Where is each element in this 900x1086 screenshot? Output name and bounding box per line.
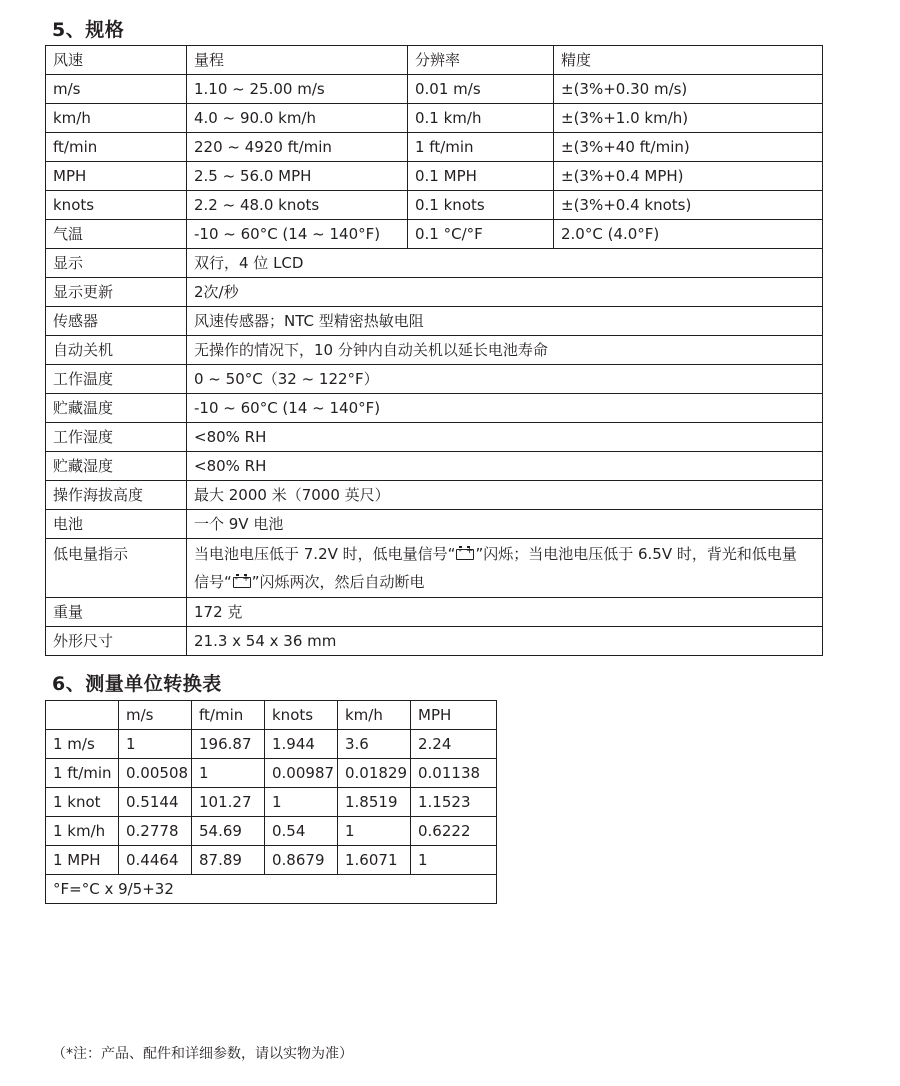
table-cell: 4.0 ~ 90.0 km/h: [187, 104, 408, 133]
table-cell: 一个 9V 电池: [187, 510, 823, 539]
table-cell: 1.1523: [411, 788, 497, 817]
table-cell: 0 ~ 50°C（32 ~ 122°F）: [187, 365, 823, 394]
table-cell: ±(3%+40 ft/min): [554, 133, 823, 162]
row-label: 传感器: [46, 307, 187, 336]
table-cell: <80% RH: [187, 452, 823, 481]
table-cell: 0.6222: [411, 817, 497, 846]
header-cell: [46, 701, 119, 730]
table-row-low-battery: [46, 539, 823, 598]
row-label: 电池: [46, 510, 187, 539]
table-cell: 2.2 ~ 48.0 knots: [187, 191, 408, 220]
table-cell: 87.89: [192, 846, 265, 875]
table-cell: -10 ~ 60°C (14 ~ 140°F): [187, 394, 823, 423]
table-row: [46, 394, 823, 423]
table-cell: 54.69: [192, 817, 265, 846]
table-cell: -10 ~ 60°C (14 ~ 140°F): [187, 220, 408, 249]
row-label: knots: [46, 191, 187, 220]
row-label: km/h: [46, 104, 187, 133]
table-cell: 2.24: [411, 730, 497, 759]
table-cell: 0.00508: [119, 759, 192, 788]
table-cell: 0.1 knots: [408, 191, 554, 220]
header-cell: MPH: [411, 701, 497, 730]
section-title-unit-conversion: 6、测量单位转换表: [52, 673, 222, 695]
table-cell: 无操作的情况下，10 分钟内自动关机以延长电池寿命: [187, 336, 823, 365]
table-row: [46, 249, 823, 278]
table-cell: ±(3%+0.4 knots): [554, 191, 823, 220]
table-row: [46, 598, 823, 627]
row-label: 1 knot: [46, 788, 119, 817]
table-row: [46, 133, 823, 162]
row-label: 操作海拔高度: [46, 481, 187, 510]
table-cell: 0.1 km/h: [408, 104, 554, 133]
footnote: （*注：产品、配件和详细参数，请以实物为准）: [52, 1046, 353, 1062]
row-label: 1 MPH: [46, 846, 119, 875]
table-cell: 172 克: [187, 598, 823, 627]
header-cell: ft/min: [192, 701, 265, 730]
table-row: [46, 817, 497, 846]
table-cell: 0.1 °C/°F: [408, 220, 554, 249]
table-cell: 0.00987: [265, 759, 338, 788]
table-cell: 2.0°C (4.0°F): [554, 220, 823, 249]
table-row: [46, 162, 823, 191]
table-cell: 101.27: [192, 788, 265, 817]
table-cell: 1: [411, 846, 497, 875]
table-cell: <80% RH: [187, 423, 823, 452]
table-row: [46, 759, 497, 788]
table-header-row: [46, 701, 497, 730]
table-cell: ±(3%+0.4 MPH): [554, 162, 823, 191]
table-cell: 1 ft/min: [408, 133, 554, 162]
row-label: 1 m/s: [46, 730, 119, 759]
table-cell: 2次/秒: [187, 278, 823, 307]
table-cell: 3.6: [338, 730, 411, 759]
row-label: 外形尺寸: [46, 627, 187, 656]
header-cell: 精度: [554, 46, 823, 75]
row-label: 工作温度: [46, 365, 187, 394]
table-row: [46, 104, 823, 133]
table-row: [46, 452, 823, 481]
row-label: 自动关机: [46, 336, 187, 365]
low-battery-text: 当电池电压低于 7.2V 时，低电量信号“: [194, 545, 456, 563]
table-cell: 1: [338, 817, 411, 846]
header-cell: 分辨率: [408, 46, 554, 75]
table-row: [46, 191, 823, 220]
table-row: [46, 730, 497, 759]
table-cell: 21.3 x 54 x 36 mm: [187, 627, 823, 656]
unit-conversion-table: [45, 700, 497, 904]
table-cell: 220 ~ 4920 ft/min: [187, 133, 408, 162]
table-cell: 0.1 MPH: [408, 162, 554, 191]
table-row-formula: [46, 875, 497, 904]
row-label: 贮藏湿度: [46, 452, 187, 481]
battery-icon: [233, 577, 251, 588]
header-cell: m/s: [119, 701, 192, 730]
table-row: [46, 278, 823, 307]
table-row: [46, 510, 823, 539]
table-row: [46, 365, 823, 394]
table-cell: 0.8679: [265, 846, 338, 875]
table-cell: 0.01138: [411, 759, 497, 788]
row-label: 显示更新: [46, 278, 187, 307]
table-cell: 1: [265, 788, 338, 817]
row-label: 贮藏温度: [46, 394, 187, 423]
table-cell: 1.10 ~ 25.00 m/s: [187, 75, 408, 104]
table-cell: 0.01829: [338, 759, 411, 788]
table-cell: 0.54: [265, 817, 338, 846]
table-cell: 0.2778: [119, 817, 192, 846]
table-cell: ±(3%+0.30 m/s): [554, 75, 823, 104]
table-cell: 0.4464: [119, 846, 192, 875]
table-row: [46, 336, 823, 365]
table-row: [46, 627, 823, 656]
section-title-specifications: 5、规格: [52, 19, 125, 41]
row-label: MPH: [46, 162, 187, 191]
row-label: ft/min: [46, 133, 187, 162]
battery-icon: [456, 549, 474, 560]
specifications-table: [45, 45, 823, 656]
row-label: 低电量指示: [46, 539, 187, 598]
header-cell: 风速: [46, 46, 187, 75]
table-cell: 1: [119, 730, 192, 759]
table-row: [46, 788, 497, 817]
table-cell: 1: [192, 759, 265, 788]
header-cell: 量程: [187, 46, 408, 75]
table-cell: ±(3%+1.0 km/h): [554, 104, 823, 133]
table-header-row: [46, 46, 823, 75]
low-battery-description: [187, 539, 823, 598]
table-row: [46, 423, 823, 452]
table-row: [46, 481, 823, 510]
table-row: [46, 307, 823, 336]
low-battery-text: ”闪烁两次，然后自动断电: [251, 573, 425, 591]
table-cell: 1.8519: [338, 788, 411, 817]
table-cell: 2.5 ~ 56.0 MPH: [187, 162, 408, 191]
row-label: 1 km/h: [46, 817, 119, 846]
table-cell: 风速传感器；NTC 型精密热敏电阻: [187, 307, 823, 336]
conversion-formula: °F=°C x 9/5+32: [46, 875, 497, 904]
table-cell: 196.87: [192, 730, 265, 759]
table-cell: 1.6071: [338, 846, 411, 875]
table-row: [46, 846, 497, 875]
header-cell: km/h: [338, 701, 411, 730]
row-label: 显示: [46, 249, 187, 278]
table-cell: 双行，4 位 LCD: [187, 249, 823, 278]
table-cell: 最大 2000 米（7000 英尺）: [187, 481, 823, 510]
table-cell: 1.944: [265, 730, 338, 759]
row-label: 工作湿度: [46, 423, 187, 452]
low-battery-text: ”闪烁；当电池电压低于 6.5V 时，背光和低电量信号“: [194, 545, 797, 591]
table-cell: 0.5144: [119, 788, 192, 817]
row-label: 1 ft/min: [46, 759, 119, 788]
table-cell: 0.01 m/s: [408, 75, 554, 104]
table-row: [46, 75, 823, 104]
header-cell: knots: [265, 701, 338, 730]
row-label: m/s: [46, 75, 187, 104]
row-label: 重量: [46, 598, 187, 627]
row-label: 气温: [46, 220, 187, 249]
table-row: [46, 220, 823, 249]
